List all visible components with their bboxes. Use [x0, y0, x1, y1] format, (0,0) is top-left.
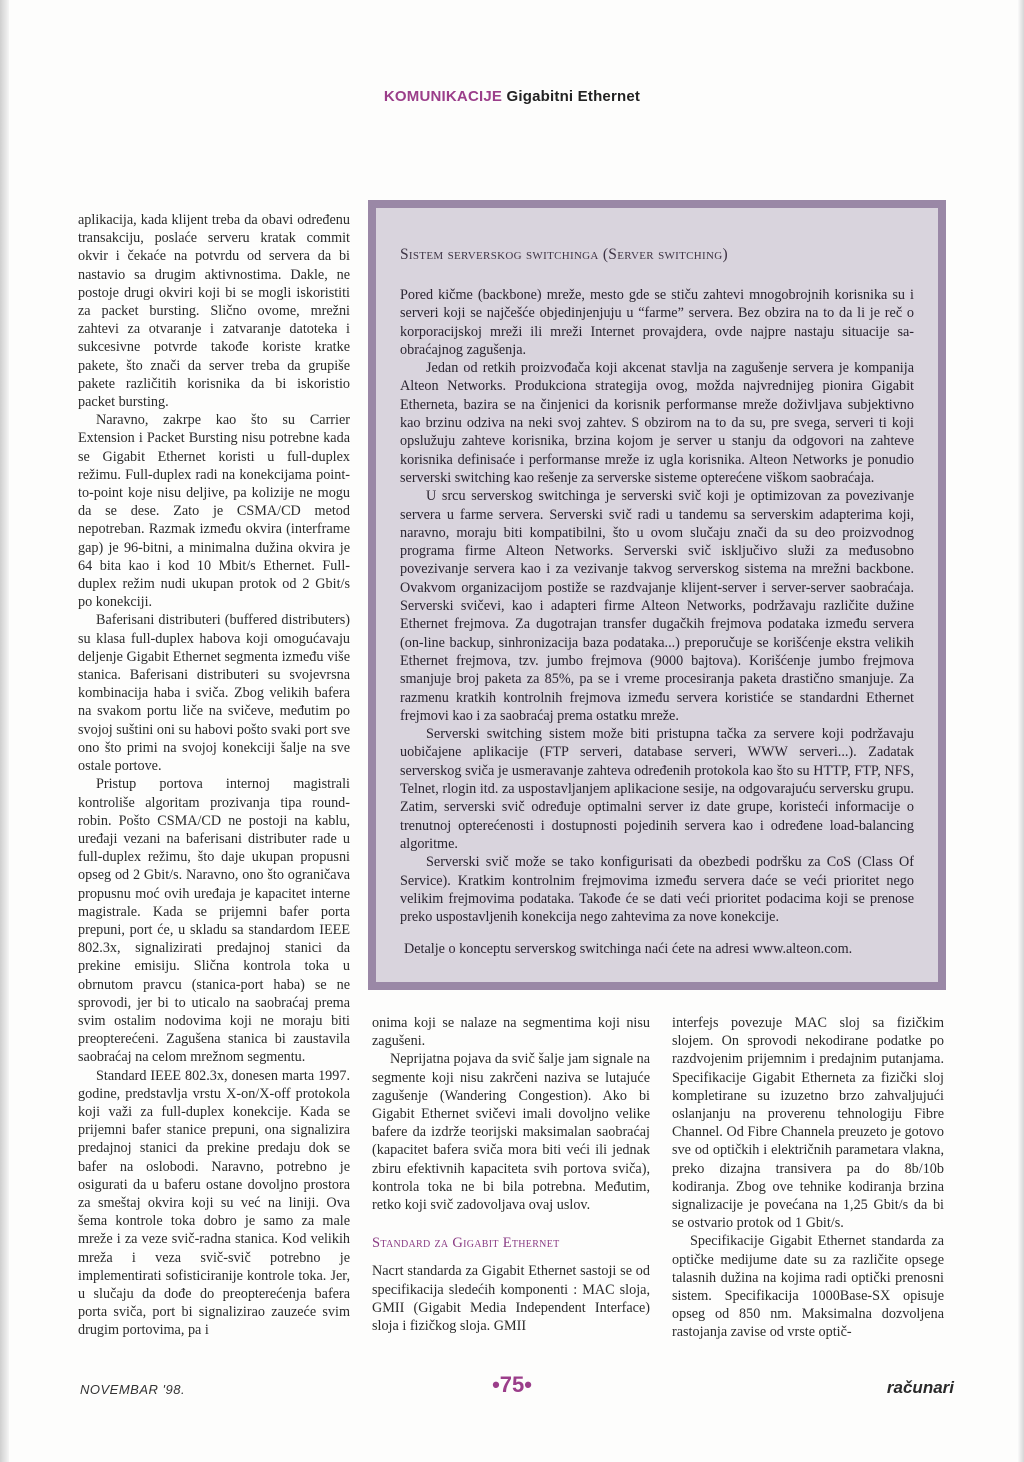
running-head-topic: Gigabitni Ethernet	[506, 88, 641, 105]
sidebar-paragraph: Pored kičme (backbone) mreže, mesto gde se stiču zahtevi mnogobrojnih korisnika su i serveri koji se najčešće objedinjenjuju u “farme” servera. Bez obzira na to da li je reč o korporacijskoj mreži ili mreži Internet provajdera, ovde najpre nastaju situacije sa-obraćajnog zagušenja.	[400, 287, 914, 358]
middle-paragraph: onima koji se nalaze na segmentima koji nisu zagušeni.	[372, 1015, 650, 1050]
middle-paragraph: Neprijatna pojava da svič šalje jam signale na segmente koji nisu zakrčeni naziva se lutajuće zagušenje (Wandering Congestion). Ako bi Gigabit Ethernet svičevi imali dovoljno velike bafere da izdrže teorijski maksimalan saobraćaj (kapacitet bafera sviča mora biti veći ili jednak zbiru efektivnih kapaciteta svih portova sviča), kontrola toka ne bi bila potrebna. Međutim, retko koji svič zadovoljava ovaj uslov.	[372, 1051, 650, 1214]
right-paragraph: interfejs povezuje MAC sloj sa fizičkim slojem. On sprovodi nekodirane podatke po razdvojenim prijemnim i predajnim putanjama. Specifikacije Gigabit Etherneta za fizički sloj kompletirane su izuzetno brzo zahvaljujući oslanjanju na proverenu tehnologiju Fibre Channel. Od Fibre Channela preuzeto je gotovo sve od optičkih i električnih parametara vlakna, preko dizajna transivera pa do 8b/10b kodiranja. Zbog ove tehnike kodiranja brzina signalizacije je povećana na 1,25 Gbit/s da bi se ostvario protok od 1 Gbit/s.	[672, 1015, 944, 1232]
right-paragraph: Specifikacije Gigabit Ethernet standarda za optičke medijume date su za različite opsege talasnih dužina na kojima radi optički prenosni sistem. Specifikacija 1000Base-SX opisuje opseg od 850 nm. Maksimalna dozvoljena rastojanja zavise od vrste optič-	[672, 1233, 944, 1341]
left-paragraph: Baferisani distributeri (buffered distributers) su klasa full-duplex habova koji omogućavaju deljenje Gigabit Ethernet segmenta između više stanica. Baferisani distributeri su svojevrsna kombinacija haba i sviča. Zbog velikih bafera na svakom portu liče na svičeve, međutim po svojoj suštini oni su habovi pošto svaki port sve ono što primi na svojoj konekciji šalje na sve ostale portove.	[78, 612, 350, 775]
running-head-section: KOMUNIKACIJE	[383, 88, 503, 105]
running-head	[0, 88, 1024, 105]
scan-edge-right	[1018, 0, 1024, 1462]
sidebar-paragraph: Serverski switching sistem može biti pristupna tačka za servere koji podržavaju uobičajene aplikacije (FTP serveri, database serveri, WWW serveri...). Zadatak serverskog sviča je usmeravanje zahteva određenih protokola kao što su HTTP, FTP, NFS, Telnet, rlogin itd. za uspostavljanjem aplikacione sesije, na odgovarajuću serversku grupu. Zatim, serverski svič određuje optimalni server iz date grupe, koristeći informacije o trenutnoj opterećenosti i dostupnosti pojedinih servera kao i određene load-balancing algoritme.	[400, 726, 914, 852]
sidebar-inner	[376, 208, 938, 982]
left-paragraph: Pristup portova internoj magistrali kontroliše algoritam prozivanja tipa round-robin. Pošto CSMA/CD ne postoji na kablu, uređaji vezani na baferisani distributer rade u full-duplex režimu, što daje ukupan propusni opseg od 2 Gbit/s. Naravno, ono što ograničava propusnu moć ovih uređaja je kapacitet interne magistrale. Kada se prijemni bafer porta prepuni, port će, u skladu sa standardom IEEE 802.3x, signalizirati predajnoj stanici da prekine emisiju. Slična kontrola toka u obrnutom pravcu (stanica-port haba) se ne sprovodi, jer bi to uticalo na saobraćaj prema svim ostalim nodovima koji ne moraju biti preopterećeni. Zagušena stanica bi zaustavila saobraćaj na celom mrežnom segmentu.	[78, 776, 350, 1066]
magazine-name: računari	[886, 1378, 954, 1397]
sidebar-paragraph: U srcu serverskog switchinga je serverski svič koji je optimizovan za povezivanje servera u farme servera. Serverski svič radi u tandemu sa serverskim adapterima koji, naravno, moraju biti kompatibilni, što u ovom slučaju znači da su deo proizvodnog programa firme Alteon Networks. Serverski svič isključivo služi za međusobno povezivanje servera kao i za vezivanje takvog serverskog sistema na mrežni backbone. Ovakvom organizacijom postiže se razdvajanje klijent-server i server-server saobraćaja. Serverski svičevi, kao i adapteri firme Alteon Networks, podržavaju različite dužine Ethernet frejmova. Za dugotrajan transfer dugačkih frejmova podataka između servera (on-line backup, sinhronizacija baza podataka...) preporučuje se korišćenje ekstra velikih Ethernet frejmova, tzv. jumbo frejmova (9000 bajtova). Korišćenje jumbo frejmova smanjuje broj paketa za 85%, pa se i vreme procesiranja paketa drastično smanjuje. Za razmenu kratkih kontrolnih frejmova između servera koristiće se standardni Ethernet frejmovi kao i za saobraćaj prema ostatku mreže.	[400, 488, 914, 724]
right-column	[672, 1014, 944, 1342]
sidebar-title: Sistem serverskog switchinga (Server switching)	[400, 246, 728, 263]
left-column	[78, 211, 350, 1340]
middle-paragraph: Nacrt standarda za Gigabit Ethernet sastoji se od specifikacija sledećih komponenti : MAC sloja, GMII (Gigabit Media Independent Interface) sloja i fizičkog sloja. GMII	[372, 1263, 650, 1335]
middle-column	[372, 1014, 650, 1335]
sidebar-paragraph: Serverski svič može se tako konfigurisati da obezbedi podršku za CoS (Class Of Service). Kratkim kontrolnim frejmovima između servera daće se veći prioritet nego velikim frejmovima podataka. Takođe će se dati veći prioritet podacima koji se prenose preko uspostavljenih konekcija nego zahtevima za nove konekcije.	[400, 854, 914, 926]
left-paragraph: Naravno, zakrpe kao što su Carrier Extension i Packet Bursting nisu potrebne kada se Gigabit Ethernet koristi u full-duplex režimu. Full-duplex radi na konekcijama point-to-point koje nisu deljive, pa kolizije ne mogu da se dese. Zato je CSMA/CD metod nepotreban. Razmak između okvira (interframe gap) je 96-bitni, a minimalna dužina okvira je 64 bita kao i kod 10 Mbit/s Ethernet. Full-duplex režim nudi ukupan protok od 2 Gbit/s po konekciji.	[78, 412, 350, 611]
sidebar-box	[368, 200, 946, 990]
left-paragraph: aplikacija, kada klijent treba da obavi određenu transakciju, poslaće serveru kratak commit okvir i čekaće na potvrdu od servera da bi nastavio sa drugim aktivnostima. Dakle, ne postoje drugi okviri koji bi se mogli iskoristiti za packet bursting. Slično ovome, mrežni zahtevi za otvaranje i zatvaranje datoteka i sukcesivne potvrde takođe koriste kratke pakete, što znači da server treba da grupiše pakete različitih korisnika da bi iskoristio packet bursting.	[78, 212, 350, 411]
footer-issue: NOVEMBAR '98.	[80, 1382, 186, 1397]
scan-edge-left	[0, 0, 9, 1462]
sidebar-paragraph: Jedan od retkih proizvođača koji akcenat stavlja na zagušenje servera je kompanija Alteon Networks. Produkciona strategija ovog, možda najvrednijeg pionira Gigabit Etherneta, bazira se na činjenici da korisnik performanse mreže doživljava subjektivno kao brzinu odziva na neki svoj zahtev. S obzirom na to da su, pre svega, serveri ti koji opslužuju zahteve korisnika, brzina kojom je server u stanju da odgovori na zahteve korisnika definisaće i performanse mreže iz ugla korisnika. Alteon Networks je ponudio serverski switching kao rešenje za serverske sisteme opterećene viškom saobraćaja.	[400, 360, 914, 486]
left-paragraph: Standard IEEE 802.3x, donesen marta 1997. godine, predstavlja vrstu X-on/X-off protokola koji važi za full-duplex konekcije. Kada se prijemni bafer stanice prepuni, ona signalizira predajnoj stanici da prekine predaju dok se bafer na oslobodi. Naravno, potrebno je osigurati da u baferu ostane dovoljno prostora za smeštaj okvira koji su već na liniji. Ova šema kontrole toka dobro je samo za male mreže i za veze svič-radna stanica. Kod velikih mreža i veza svič-svič potrebno je implementirati sofisticiranije kontrole toka. Jer, u slučaju da dođe do preopterećenja bafera porta sviča, port bi signalizirao zauzeće svim drugim portovima, pa i	[78, 1067, 350, 1339]
sidebar-contact: Detalje o konceptu serverskog switchinga naći ćete na adresi www.alteon.com.	[404, 941, 853, 958]
sidebar-body	[396, 286, 918, 959]
page-number: •75•	[492, 1372, 532, 1397]
section-subheading: Standard za Gigabit Ethernet	[372, 1235, 560, 1252]
